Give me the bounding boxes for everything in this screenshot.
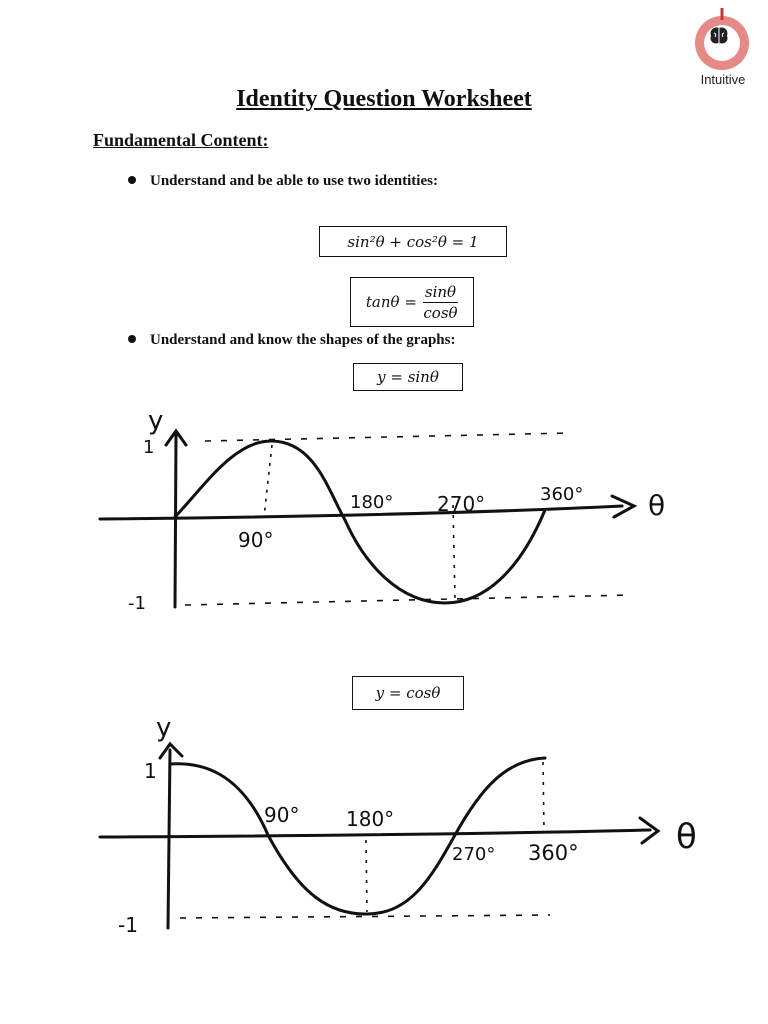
peak-dotted-line — [264, 445, 272, 517]
brain-icon — [708, 26, 730, 46]
y-tick-label: -1 — [128, 593, 146, 614]
x-tick-label: 180° — [346, 807, 395, 831]
bullet-graphs — [128, 332, 455, 349]
y-axis — [168, 750, 170, 928]
pythagorean-identity-box — [319, 226, 507, 257]
bullet-dot — [128, 176, 136, 184]
bullet-dot — [128, 335, 136, 343]
x-tick-label: 180° — [350, 492, 394, 513]
logo-text: Intuitive — [700, 72, 746, 87]
intuitive-logo — [692, 8, 754, 88]
bullet-text: Understand and know the shapes of the graphs: — [150, 332, 456, 348]
cosine-graph-label: y = cosθ — [375, 684, 441, 702]
cosine-graph — [0, 710, 768, 950]
page-title: Identity Question Worksheet — [236, 86, 532, 112]
end-dotted-line — [543, 762, 544, 830]
y-tick-label: 1 — [143, 437, 155, 458]
section-heading: Fundamental Content: — [93, 130, 269, 150]
y-tick-label: -1 — [118, 913, 138, 937]
trough-dotted-line — [366, 840, 367, 912]
x-axis-label: θ — [676, 817, 697, 857]
max-dashed-line — [205, 433, 570, 441]
sine-curve — [175, 441, 545, 603]
y-tick-label: 1 — [144, 759, 157, 783]
bullet-text: Understand and be able to use two identities: — [150, 173, 438, 189]
fraction-numerator: sinθ — [424, 282, 457, 301]
x-axis — [100, 830, 650, 837]
fraction-denominator: cosθ — [423, 303, 458, 322]
y-axis-label: y — [156, 713, 172, 743]
x-tick-label: 360° — [528, 841, 579, 865]
x-axis-label: θ — [648, 489, 666, 522]
y-axis — [175, 435, 176, 607]
sine-graph-label-box — [353, 363, 463, 391]
x-tick-label: 270° — [452, 844, 496, 865]
pythagorean-identity: sin²θ + cos²θ = 1 — [347, 232, 479, 251]
logo-stem — [719, 8, 725, 20]
y-axis-label: y — [148, 406, 164, 436]
bullet-identities — [128, 173, 438, 190]
trough-dotted-line — [453, 505, 455, 600]
x-tick-label: 90° — [238, 528, 274, 552]
min-dashed-line — [185, 595, 630, 605]
tan-identity-fraction — [423, 283, 458, 322]
x-tick-label: 270° — [437, 492, 486, 516]
sine-graph-label: y = sinθ — [377, 368, 439, 386]
tan-identity-box — [350, 277, 474, 327]
sine-graph — [0, 395, 768, 635]
x-tick-label: 90° — [264, 803, 300, 827]
cosine-graph-label-box — [352, 676, 464, 710]
x-tick-label: 360° — [540, 484, 584, 505]
tan-identity-lhs: tanθ = — [365, 293, 417, 311]
